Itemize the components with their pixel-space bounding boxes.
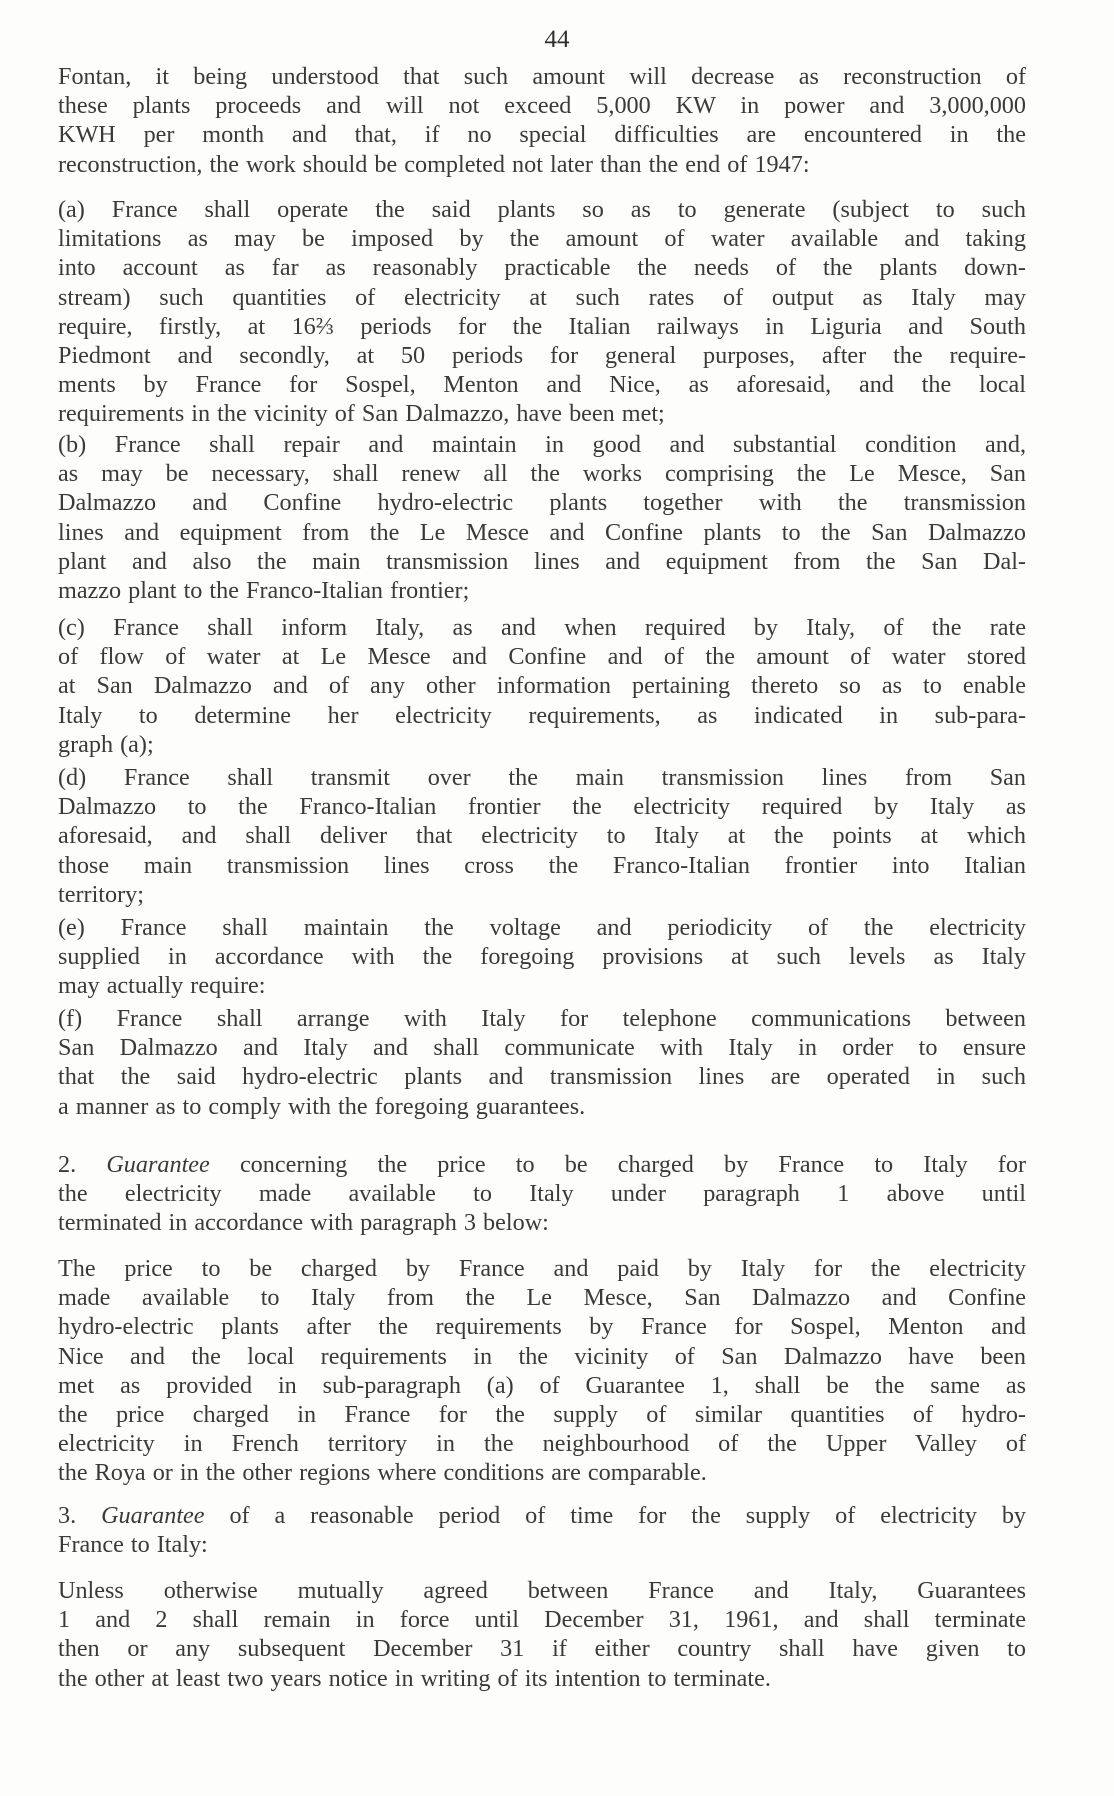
text-line: Italy to determine her electricity requirements, as indicated in sub-para- (58, 701, 1026, 729)
text-line: into account as far as reasonably practicable the needs of the plants down- (58, 254, 1026, 282)
text-line: (c) France shall inform Italy, as and when required by Italy, of the rate (58, 614, 1026, 641)
text-line: supplied in accordance with the foregoing provisions at such levels as Italy (58, 943, 1026, 971)
text-line: the Roya or in the other regions where conditions are comparable. (58, 1459, 707, 1487)
text-line: territory; (58, 880, 144, 908)
page-number: 44 (544, 26, 570, 53)
text-line: mazzo plant to the Franco-Italian frontier; (58, 577, 470, 605)
text-line: those main transmission lines cross the Franco-Italian frontier into Italian (58, 851, 1026, 879)
text-line: then or any subsequent December 31 if either country shall have given to (58, 1635, 1026, 1663)
guarantee-2-body (58, 1254, 1026, 1488)
text-line: that the said hydro-electric plants and transmission lines are operated in such (58, 1063, 1026, 1091)
text-line: reconstruction, the work should be completed not later than the end of 1947: (58, 150, 810, 178)
text-line (58, 1501, 1026, 1530)
text-line: aforesaid, and shall deliver that electricity to Italy at the points at which (58, 822, 1026, 850)
section-heading-word: Guarantee (106, 1151, 210, 1178)
text-line: hydro-electric plants after the requirements by France for Sospel, Menton and (58, 1313, 1026, 1341)
intro-paragraph (58, 62, 1026, 179)
clause-b (58, 430, 1026, 605)
heading-text: of a reasonable period of time for the supply of electricity by (229, 1502, 1027, 1529)
text-line: electricity in French territory in the neighbourhood of the Upper Valley of (58, 1430, 1026, 1458)
text-line: limitations as may be imposed by the amount of water available and taking (58, 225, 1026, 253)
text-line: Dalmazzo and Confine hydro-electric plants together with the transmission (58, 489, 1026, 517)
text-line: (f) France shall arrange with Italy for telephone communications between (58, 1005, 1026, 1032)
text-line: San Dalmazzo and Italy and shall communicate with Italy in order to ensure (58, 1034, 1026, 1062)
text-line: France to Italy: (58, 1531, 208, 1559)
text-line: requirements in the vicinity of San Dalmazzo, have been met; (58, 400, 665, 428)
text-line: may actually require: (58, 972, 266, 1000)
text-line: (b) France shall repair and maintain in good and substantial condition and, (58, 431, 1026, 458)
text-line: graph (a); (58, 730, 154, 758)
clause-d (58, 763, 1026, 909)
text-line: 1 and 2 shall remain in force until December 31, 1961, and shall terminate (58, 1606, 1026, 1634)
text-line: the other at least two years notice in writing of its intention to terminate. (58, 1664, 771, 1692)
text-line: a manner as to comply with the foregoing guarantees. (58, 1092, 586, 1120)
text-line: require, firstly, at 16⅔ periods for the Italian railways in Liguria and South (58, 312, 1026, 340)
text-line: (e) France shall maintain the voltage and periodicity of the electricity (58, 914, 1026, 941)
section-number: 2. (58, 1151, 77, 1178)
text-line: (a) France shall operate the said plants so as to generate (subject to such (58, 196, 1026, 223)
text-line: the electricity made available to Italy under paragraph 1 above until (58, 1180, 1026, 1208)
text-line: made available to Italy from the Le Mesce, San Dalmazzo and Confine (58, 1284, 1026, 1312)
text-line: Nice and the local requirements in the vicinity of San Dalmazzo have been (58, 1342, 1026, 1370)
text-line: at San Dalmazzo and of any other information pertaining thereto so as to enable (58, 672, 1026, 700)
text-line: ments by France for Sospel, Menton and Nice, as aforesaid, and the local (58, 371, 1026, 399)
text-line: these plants proceeds and will not exceed 5,000 KW in power and 3,000,000 (58, 92, 1026, 120)
text-line: Fontan, it being understood that such amount will decrease as reconstruction of (58, 63, 1026, 90)
clause-a (58, 195, 1026, 429)
text-line: KWH per month and that, if no special difficulties are encountered in the (58, 121, 1026, 149)
text-line: lines and equipment from the Le Mesce and Confine plants to the San Dalmazzo (58, 518, 1026, 546)
text-line: plant and also the main transmission lines and equipment from the San Dal- (58, 547, 1026, 575)
heading-text: concerning the price to be charged by France to Italy for (239, 1151, 1027, 1178)
guarantee-3-body (58, 1576, 1026, 1693)
text-line: (d) France shall transmit over the main transmission lines from San (58, 764, 1026, 791)
clause-f (58, 1004, 1026, 1121)
section-number: 3. (58, 1502, 77, 1529)
text-line: of flow of water at Le Mesce and Confine and of the amount of water stored (58, 643, 1026, 671)
clause-e (58, 913, 1026, 1001)
text-line: the price charged in France for the supply of similar quantities of hydro- (58, 1401, 1026, 1429)
guarantee-2-heading (58, 1150, 1026, 1238)
text-line: Dalmazzo to the Franco-Italian frontier the electricity required by Italy as (58, 793, 1026, 821)
text-line: Piedmont and secondly, at 50 periods for general purposes, after the require- (58, 342, 1026, 370)
clause-c (58, 613, 1026, 759)
text-line: The price to be charged by France and paid by Italy for the electricity (58, 1255, 1026, 1282)
text-line: met as provided in sub-paragraph (a) of Guarantee 1, shall be the same as (58, 1371, 1026, 1399)
section-heading-word: Guarantee (101, 1502, 205, 1529)
text-line (58, 1150, 1026, 1179)
text-line: Unless otherwise mutually agreed between France and Italy, Guarantees (58, 1577, 1026, 1604)
text-line: as may be necessary, shall renew all the works comprising the Le Mesce, San (58, 460, 1026, 488)
text-line: terminated in accordance with paragraph 3 below: (58, 1209, 549, 1237)
text-line: stream) such quantities of electricity at such rates of output as Italy may (58, 283, 1026, 311)
guarantee-3-heading (58, 1501, 1026, 1559)
